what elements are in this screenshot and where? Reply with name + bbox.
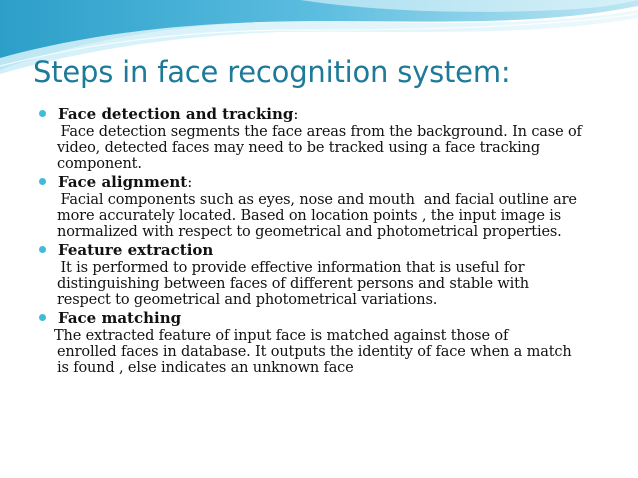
list-item-face-matching [38, 308, 618, 376]
bullet-icon [39, 246, 46, 253]
item-heading-suffix: : [187, 173, 193, 191]
item-description-line: component. [57, 156, 142, 172]
item-description-line: respect to geometrical and photometrical variations. [57, 292, 438, 308]
item-description-line: Face detection segments the face areas from the background. In case of [56, 124, 582, 140]
bullet-icon [39, 178, 46, 185]
item-heading: Feature extraction [58, 241, 214, 259]
item-heading: Face matching [58, 309, 182, 327]
slide-title: Steps in face recognition system: [33, 55, 511, 89]
list-item-face-alignment [38, 172, 618, 240]
item-heading: Face detection and tracking [58, 105, 294, 123]
item-description-line: The extracted feature of input face is matched against those of [54, 328, 509, 344]
item-description-line: distinguishing between faces of different persons and stable with [57, 276, 529, 292]
item-description-line: video, detected faces may need to be tracked using a face tracking [57, 140, 540, 156]
list-item-feature-extraction [38, 240, 618, 308]
item-description-line: enrolled faces in database. It outputs the identity of face when a match [57, 344, 572, 360]
item-heading: Face alignment [58, 173, 188, 191]
bullet-list [38, 104, 618, 376]
item-description-line: normalized with respect to geometrical and photometrical properties. [57, 224, 562, 240]
item-heading-suffix: : [293, 105, 299, 123]
item-description-line: Facial components such as eyes, nose and mouth and facial outline are [56, 192, 577, 208]
bullet-icon [39, 110, 46, 117]
item-description-line: It is performed to provide effective information that is useful for [56, 260, 525, 276]
item-description-line: is found , else indicates an unknown face [57, 360, 354, 376]
bullet-icon [39, 314, 46, 321]
item-description-line: more accurately located. Based on location points , the input image is [57, 208, 562, 224]
list-item-face-detection [38, 104, 618, 172]
